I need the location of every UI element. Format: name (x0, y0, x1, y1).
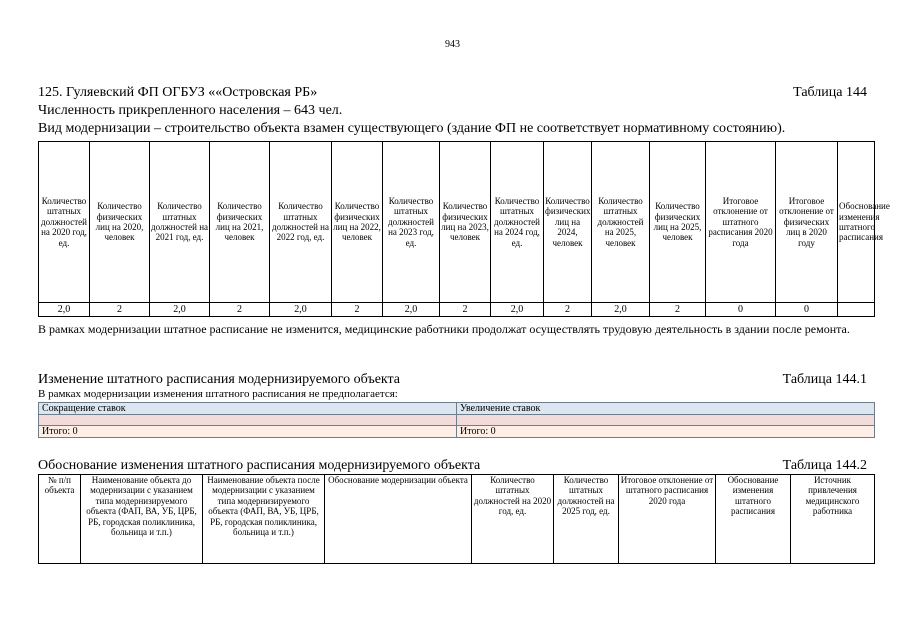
header-cell: Обоснование модернизации объекта (325, 475, 472, 564)
value-cell: 2 (210, 303, 270, 317)
population-line: Численность прикрепленного населения – 643 чел. (38, 103, 343, 118)
header-cell: Наименование объекта после модернизации с указанием типа модернизируемого объекта (ФАП, ВА, УБ, ЦРБ, РБ, городская поликлиника, больница и т.п.) (203, 475, 325, 564)
header-cell: Источник привлечения медицинского работника (791, 475, 875, 564)
value-cell: 2 (90, 303, 150, 317)
table-144-value-row (39, 303, 875, 317)
table-1441-total-row (39, 426, 875, 438)
value-cell (838, 303, 875, 317)
header-cell: Количество штатных должностей на 2024 год, ед. (491, 142, 544, 303)
table-144-header-row (39, 142, 875, 303)
header-cell: Наименование объекта до модернизации с указанием типа модернизируемого объекта (ФАП, ВА, УБ, ЦРБ, РБ, городская поликлиника, больница и т.п.) (81, 475, 203, 564)
header-cell: Количество физических лиц на 2020, человек (90, 142, 150, 303)
section-1442-title: Обоснование изменения штатного расписания модернизируемого объекта (38, 458, 481, 473)
header-cell: Обоснование изменения штатного расписания (716, 475, 791, 564)
table-1441-empty-row (39, 415, 875, 426)
staffing-justification-table-1442 (38, 474, 875, 564)
empty-cell (39, 415, 457, 426)
value-cell: 2,0 (270, 303, 332, 317)
modernization-note: В рамках модернизации штатное расписание не изменится, медицинские работники продолжат осуществлять трудовую деятельность в здании после ремонта. (38, 322, 850, 336)
table-1442-header-row (39, 475, 875, 564)
table-144-label: Таблица 144 (793, 85, 867, 100)
header-cell: Количество штатных должностей на 2021 год, ед. (150, 142, 210, 303)
table-1442-label: Таблица 144.2 (782, 458, 867, 473)
increase-total: Итого: 0 (457, 426, 875, 438)
section-1441-subtitle: В рамках модернизации изменения штатного расписания не предполагается: (38, 388, 398, 400)
page-number: 943 (445, 39, 460, 50)
section-title: 125. Гуляевский ФП ОГБУЗ ««Островская РБ» (38, 85, 318, 100)
empty-cell (457, 415, 875, 426)
value-cell: 2 (332, 303, 383, 317)
header-cell: Количество штатных должностей на 2022 год, ед. (270, 142, 332, 303)
header-cell: Количество штатных должностей на 2020 год, ед. (39, 142, 90, 303)
increase-header: Увеличение ставок (457, 403, 875, 415)
header-cell: Итоговое отклонение от штатного расписания 2020 года (619, 475, 716, 564)
value-cell: 0 (706, 303, 776, 317)
value-cell: 2 (650, 303, 706, 317)
section-1441-title: Изменение штатного расписания модернизируемого объекта (38, 372, 401, 387)
staffing-table-144 (38, 141, 890, 317)
header-cell: Количество штатных должностей на 2025 год, ед. (554, 475, 619, 564)
reduction-total: Итого: 0 (39, 426, 457, 438)
header-cell: Количество штатных должностей на 2020 год, ед. (472, 475, 554, 564)
header-cell: Количество физических лиц на 2023, человек (440, 142, 491, 303)
value-cell: 2,0 (39, 303, 90, 317)
value-cell: 2 (440, 303, 491, 317)
modernization-line: Вид модернизации – строительство объекта взамен существующего (здание ФП не соответствует нормативному состоянию). (38, 121, 786, 136)
staffing-change-table-1441 (38, 402, 875, 438)
table-1441-header-row (39, 403, 875, 415)
value-cell: 0 (776, 303, 838, 317)
table-1441-label: Таблица 144.1 (782, 372, 867, 387)
value-cell: 2,0 (383, 303, 440, 317)
header-cell: Обоснование изменения штатного расписания (838, 142, 875, 303)
header-cell: Количество штатных должностей на 2025, человек (592, 142, 650, 303)
header-cell: Количество физических лиц на 2024, человек (544, 142, 592, 303)
header-cell: Количество физических лиц на 2025, человек (650, 142, 706, 303)
header-cell: Количество физических лиц на 2022, человек (332, 142, 383, 303)
value-cell: 2,0 (150, 303, 210, 317)
value-cell: 2 (544, 303, 592, 317)
value-cell: 2,0 (491, 303, 544, 317)
value-cell: 2,0 (592, 303, 650, 317)
header-cell: Итоговое отклонение от штатного расписания 2020 года (706, 142, 776, 303)
reduction-header: Сокращение ставок (39, 403, 457, 415)
header-cell: Количество штатных должностей на 2023 год, ед. (383, 142, 440, 303)
header-cell: № п/п объекта (39, 475, 81, 564)
header-cell: Количество физических лиц на 2021, человек (210, 142, 270, 303)
header-cell: Итоговое отклонение от физических лиц в 2020 году (776, 142, 838, 303)
